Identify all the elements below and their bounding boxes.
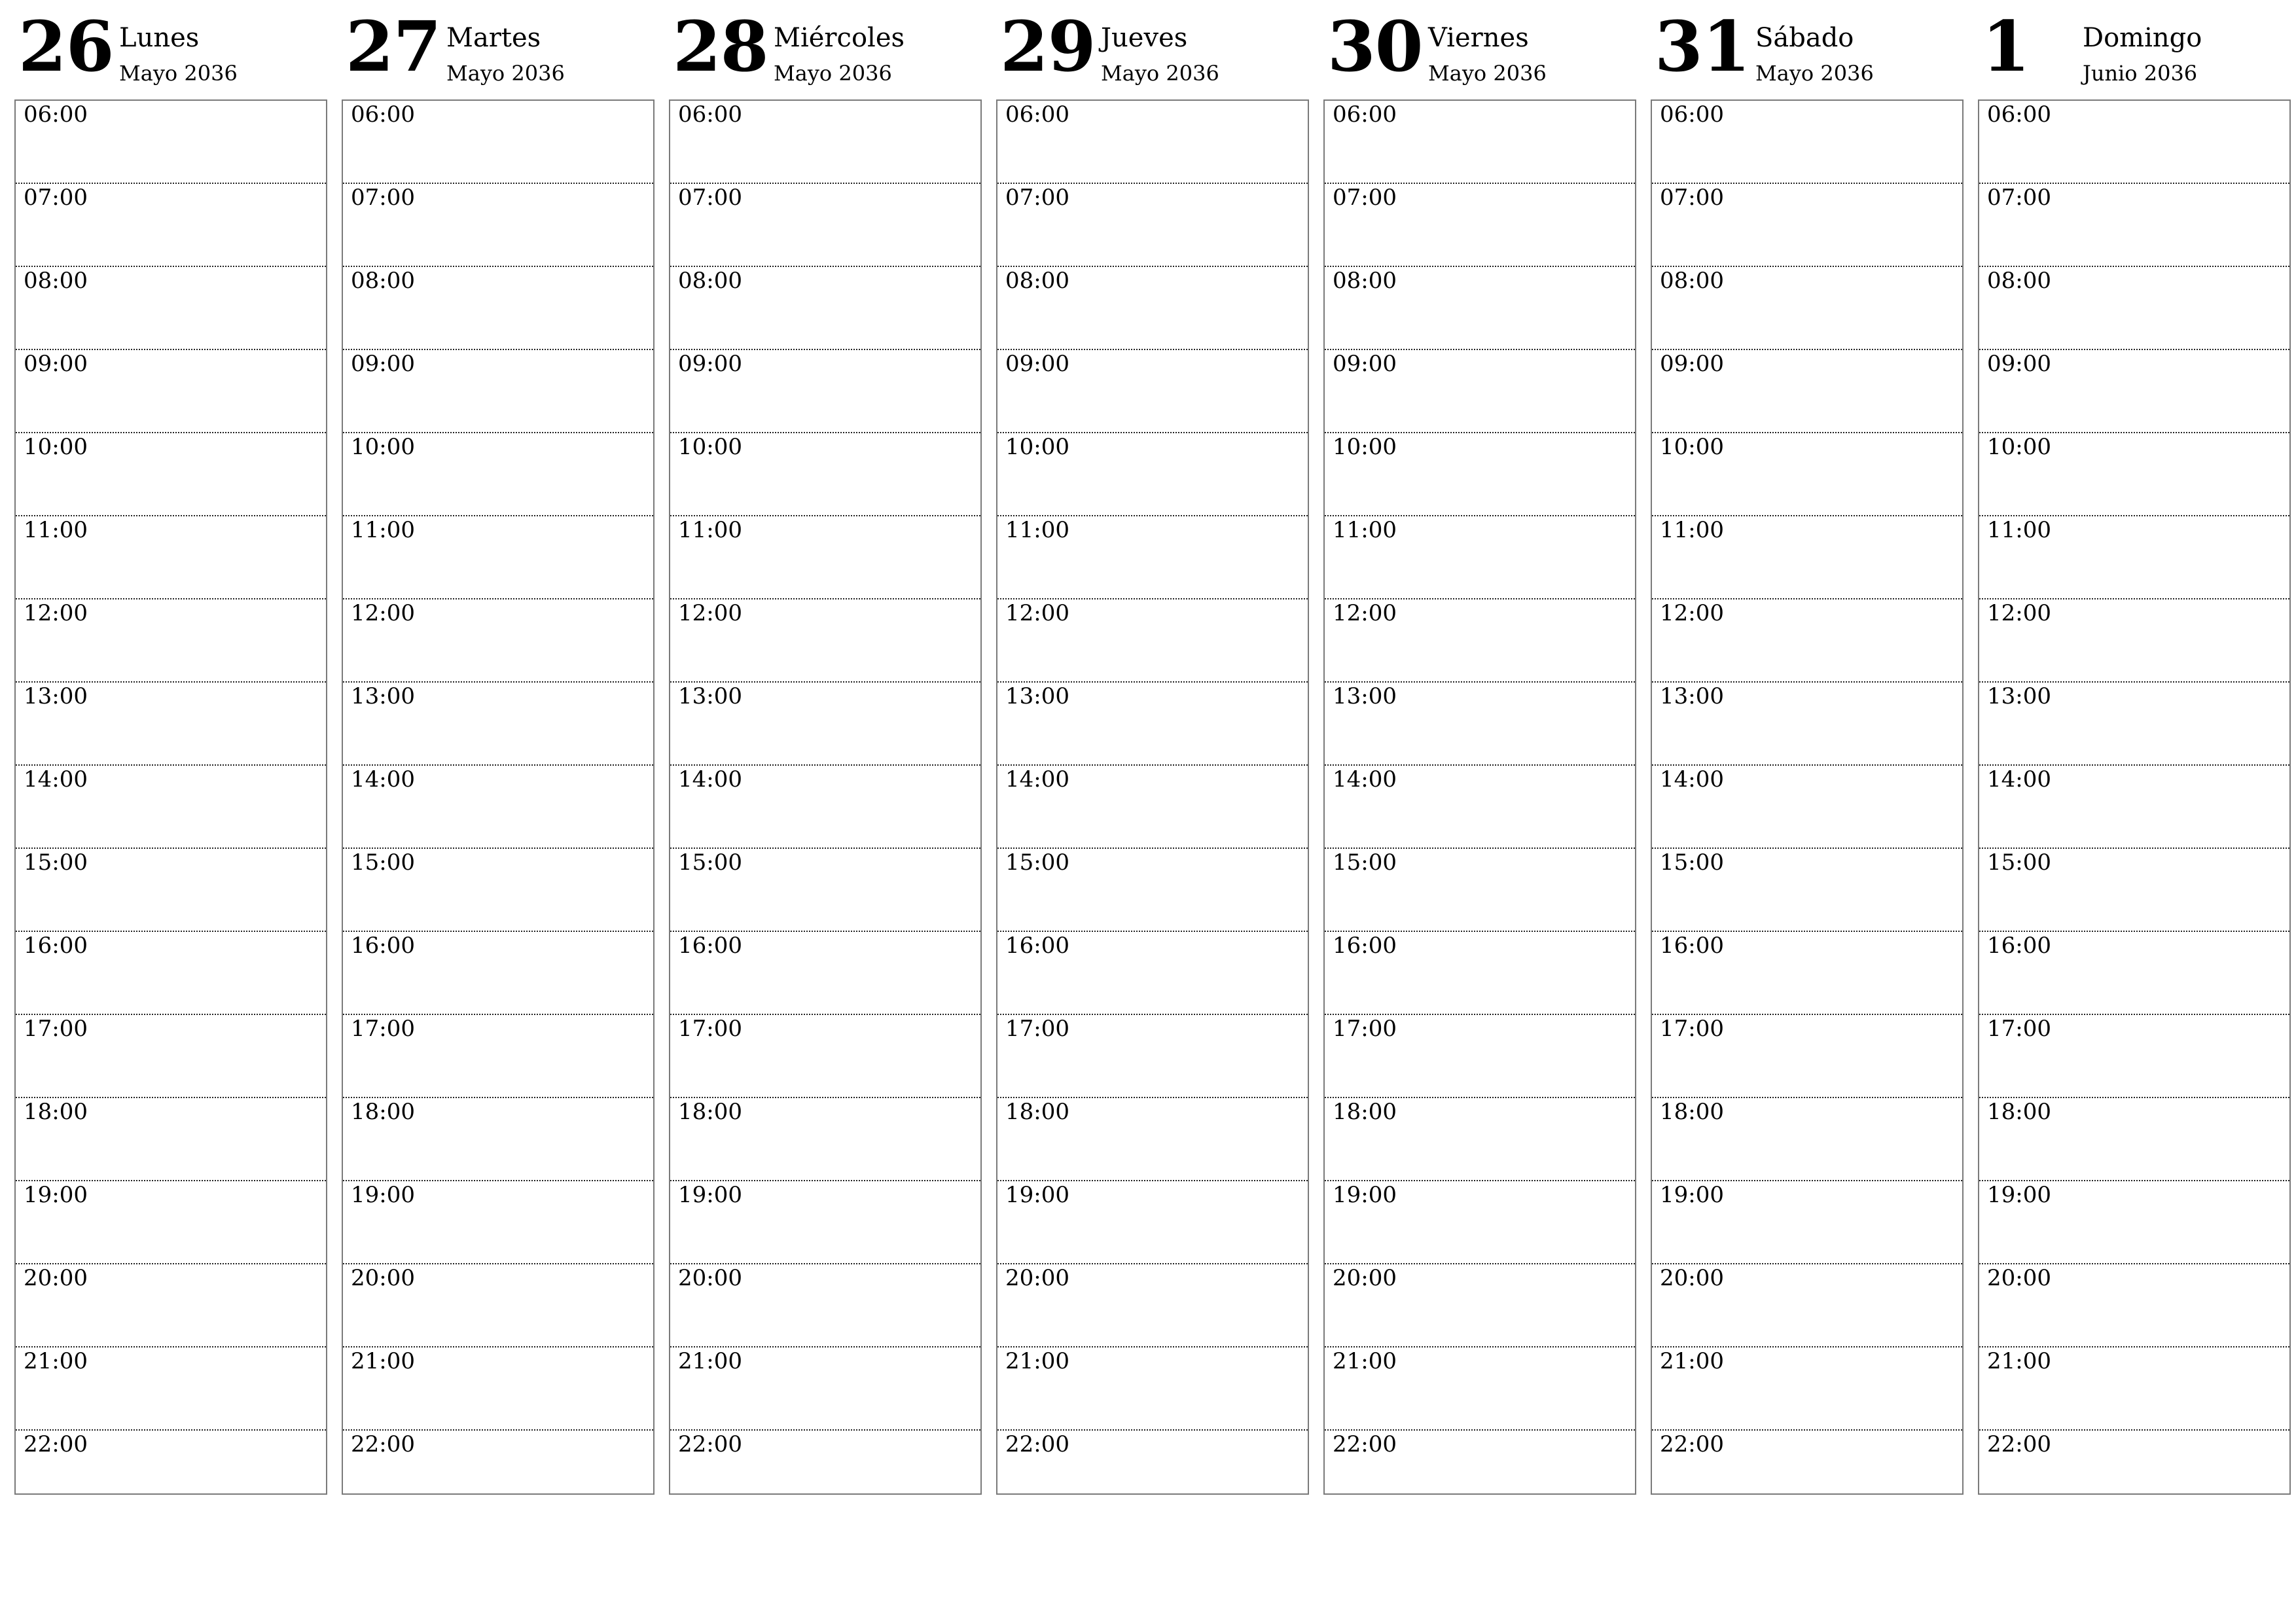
time-slot-label: 20:00 — [1987, 1265, 2051, 1291]
day-schedule-box — [669, 99, 982, 1495]
time-slot-label: 20:00 — [351, 1265, 415, 1291]
time-slot-label: 18:00 — [1333, 1099, 1397, 1125]
day-month: Mayo 2036 — [1755, 61, 1874, 86]
time-slot-label: 08:00 — [1333, 268, 1397, 294]
time-slot[interactable] — [16, 1181, 326, 1264]
time-slot-label: 08:00 — [678, 268, 742, 294]
time-slot[interactable] — [16, 599, 326, 683]
day-column — [14, 0, 327, 1495]
time-slot[interactable] — [16, 932, 326, 1015]
time-slot[interactable] — [997, 433, 1308, 516]
time-slot-label: 15:00 — [1333, 849, 1397, 876]
time-slot-label: 20:00 — [678, 1265, 742, 1291]
time-slot[interactable] — [1325, 1347, 1635, 1431]
time-slot[interactable] — [670, 101, 980, 184]
time-slot[interactable] — [1325, 267, 1635, 350]
time-slot[interactable] — [1325, 350, 1635, 433]
time-slot-label: 17:00 — [678, 1016, 742, 1042]
time-slot-label: 14:00 — [351, 766, 415, 793]
time-slot-label: 20:00 — [1005, 1265, 1069, 1291]
time-slot[interactable] — [1652, 184, 1962, 267]
time-slot-label: 15:00 — [678, 849, 742, 876]
time-slot-label: 16:00 — [678, 933, 742, 959]
time-slot[interactable] — [343, 433, 653, 516]
time-slot-label: 16:00 — [1333, 933, 1397, 959]
time-slot-label: 10:00 — [24, 434, 88, 460]
day-month: Mayo 2036 — [1428, 61, 1547, 86]
time-slot-label: 11:00 — [24, 517, 88, 543]
day-number: 1 — [1982, 5, 2030, 87]
time-slot-label: 07:00 — [1005, 185, 1069, 211]
time-slot[interactable] — [1979, 1264, 2289, 1347]
time-slot-label: 20:00 — [24, 1265, 88, 1291]
time-slot-label: 22:00 — [1333, 1431, 1397, 1457]
time-slot[interactable] — [1652, 267, 1962, 350]
time-slot-label: 07:00 — [1660, 185, 1724, 211]
time-slot[interactable] — [670, 184, 980, 267]
time-slot-label: 09:00 — [1660, 351, 1724, 377]
time-slot-label: 07:00 — [1333, 185, 1397, 211]
time-slot[interactable] — [670, 1181, 980, 1264]
time-slot-label: 06:00 — [1005, 101, 1069, 128]
time-slot-label: 15:00 — [1660, 849, 1724, 876]
time-slot[interactable] — [1979, 766, 2289, 849]
time-slot-label: 12:00 — [1005, 600, 1069, 626]
time-slot-label: 19:00 — [1660, 1182, 1724, 1208]
time-slot-label: 07:00 — [678, 185, 742, 211]
time-slot-label: 10:00 — [1660, 434, 1724, 460]
time-slot[interactable] — [1979, 267, 2289, 350]
time-slot-label: 22:00 — [24, 1431, 88, 1457]
time-slot[interactable] — [1979, 1431, 2289, 1495]
time-slot-label: 18:00 — [678, 1099, 742, 1125]
day-column — [996, 0, 1309, 1495]
time-slot[interactable] — [670, 1431, 980, 1495]
time-slot-label: 13:00 — [351, 683, 415, 709]
time-slot[interactable] — [1652, 516, 1962, 599]
time-slot[interactable] — [1652, 1181, 1962, 1264]
time-slot-label: 10:00 — [1987, 434, 2051, 460]
time-slot-label: 08:00 — [1660, 268, 1724, 294]
day-schedule-box — [1978, 99, 2291, 1495]
time-slot-label: 19:00 — [24, 1182, 88, 1208]
time-slot[interactable] — [670, 932, 980, 1015]
time-slot[interactable] — [670, 1347, 980, 1431]
time-slot-label: 09:00 — [678, 351, 742, 377]
day-schedule-box — [14, 99, 327, 1495]
time-slot[interactable] — [16, 350, 326, 433]
time-slot-label: 14:00 — [24, 766, 88, 793]
time-slot[interactable] — [1652, 350, 1962, 433]
day-month: Mayo 2036 — [1101, 61, 1219, 86]
time-slot-label: 11:00 — [1987, 517, 2051, 543]
day-header — [1978, 0, 2291, 99]
day-month: Junio 2036 — [2083, 61, 2198, 86]
day-column — [342, 0, 655, 1495]
time-slot-label: 21:00 — [1660, 1348, 1724, 1374]
time-slot-label: 07:00 — [1987, 185, 2051, 211]
time-slot-label: 12:00 — [1987, 600, 2051, 626]
time-slot-label: 19:00 — [1005, 1182, 1069, 1208]
time-slot-label: 13:00 — [678, 683, 742, 709]
time-slot[interactable] — [1979, 516, 2289, 599]
time-slot-label: 14:00 — [1333, 766, 1397, 793]
time-slot[interactable] — [1652, 1015, 1962, 1098]
time-slot[interactable] — [1325, 184, 1635, 267]
time-slot[interactable] — [16, 184, 326, 267]
time-slot[interactable] — [997, 1098, 1308, 1181]
day-column — [1978, 0, 2291, 1495]
day-schedule-box — [996, 99, 1309, 1495]
time-slot-label: 09:00 — [1005, 351, 1069, 377]
time-slot-label: 19:00 — [351, 1182, 415, 1208]
time-slot-label: 17:00 — [1660, 1016, 1724, 1042]
day-number: 30 — [1327, 5, 1423, 87]
time-slot[interactable] — [997, 849, 1308, 932]
time-slot-label: 11:00 — [1660, 517, 1724, 543]
time-slot[interactable] — [1979, 599, 2289, 683]
time-slot[interactable] — [343, 932, 653, 1015]
day-month: Mayo 2036 — [446, 61, 565, 86]
time-slot[interactable] — [1325, 1181, 1635, 1264]
time-slot-label: 21:00 — [678, 1348, 742, 1374]
day-name: Miércoles — [774, 23, 905, 53]
time-slot[interactable] — [1652, 1264, 1962, 1347]
time-slot[interactable] — [1979, 350, 2289, 433]
time-slot-label: 20:00 — [1333, 1265, 1397, 1291]
time-slot[interactable] — [997, 599, 1308, 683]
time-slot[interactable] — [1652, 599, 1962, 683]
time-slot[interactable] — [1325, 932, 1635, 1015]
time-slot[interactable] — [997, 1431, 1308, 1495]
time-slot-label: 06:00 — [1333, 101, 1397, 128]
time-slot[interactable] — [1979, 1181, 2289, 1264]
time-slot-label: 08:00 — [1987, 268, 2051, 294]
time-slot[interactable] — [343, 1181, 653, 1264]
day-name: Sábado — [1755, 23, 1854, 53]
time-slot-label: 12:00 — [351, 600, 415, 626]
time-slot[interactable] — [997, 101, 1308, 184]
time-slot[interactable] — [343, 516, 653, 599]
time-slot[interactable] — [16, 1431, 326, 1495]
time-slot-label: 10:00 — [1333, 434, 1397, 460]
time-slot-label: 22:00 — [351, 1431, 415, 1457]
day-column — [1651, 0, 1964, 1495]
day-schedule-box — [1651, 99, 1964, 1495]
day-name: Viernes — [1428, 23, 1529, 53]
time-slot[interactable] — [16, 101, 326, 184]
time-slot-label: 12:00 — [1333, 600, 1397, 626]
time-slot-label: 22:00 — [1005, 1431, 1069, 1457]
time-slot[interactable] — [343, 599, 653, 683]
time-slot[interactable] — [343, 1264, 653, 1347]
time-slot[interactable] — [16, 1015, 326, 1098]
day-month: Mayo 2036 — [119, 61, 238, 86]
time-slot-label: 06:00 — [24, 101, 88, 128]
time-slot[interactable] — [343, 1347, 653, 1431]
time-slot-label: 06:00 — [351, 101, 415, 128]
time-slot-label: 18:00 — [1987, 1099, 2051, 1125]
time-slot[interactable] — [1979, 1347, 2289, 1431]
time-slot[interactable] — [16, 1264, 326, 1347]
time-slot-label: 16:00 — [351, 933, 415, 959]
time-slot[interactable] — [343, 1098, 653, 1181]
time-slot[interactable] — [1325, 849, 1635, 932]
time-slot[interactable] — [1325, 1015, 1635, 1098]
time-slot-label: 06:00 — [1987, 101, 2051, 128]
time-slot[interactable] — [343, 350, 653, 433]
time-slot-label: 21:00 — [1005, 1348, 1069, 1374]
time-slot[interactable] — [670, 516, 980, 599]
time-slot-label: 11:00 — [1333, 517, 1397, 543]
time-slot[interactable] — [1979, 683, 2289, 766]
time-slot-label: 18:00 — [24, 1099, 88, 1125]
time-slot-label: 19:00 — [1333, 1182, 1397, 1208]
time-slot-label: 21:00 — [1987, 1348, 2051, 1374]
time-slot-label: 15:00 — [1005, 849, 1069, 876]
day-number: 28 — [673, 5, 768, 87]
time-slot-label: 19:00 — [1987, 1182, 2051, 1208]
time-slot[interactable] — [1652, 849, 1962, 932]
time-slot-label: 09:00 — [24, 351, 88, 377]
time-slot[interactable] — [343, 683, 653, 766]
time-slot-label: 22:00 — [1987, 1431, 2051, 1457]
day-header — [342, 0, 655, 99]
day-number: 26 — [18, 5, 114, 87]
time-slot[interactable] — [16, 766, 326, 849]
time-slot[interactable] — [16, 1098, 326, 1181]
time-slot-label: 11:00 — [678, 517, 742, 543]
time-slot[interactable] — [1325, 766, 1635, 849]
time-slot-label: 12:00 — [1660, 600, 1724, 626]
time-slot-label: 14:00 — [1660, 766, 1724, 793]
time-slot[interactable] — [1979, 433, 2289, 516]
time-slot[interactable] — [1652, 1347, 1962, 1431]
time-slot[interactable] — [997, 766, 1308, 849]
time-slot-label: 13:00 — [1005, 683, 1069, 709]
time-slot[interactable] — [16, 683, 326, 766]
time-slot[interactable] — [1979, 184, 2289, 267]
time-slot[interactable] — [1652, 1098, 1962, 1181]
day-name: Lunes — [119, 23, 200, 53]
time-slot[interactable] — [1979, 1098, 2289, 1181]
time-slot[interactable] — [997, 932, 1308, 1015]
day-number: 29 — [1000, 5, 1096, 87]
day-header — [996, 0, 1309, 99]
time-slot-label: 10:00 — [351, 434, 415, 460]
time-slot-label: 18:00 — [1005, 1099, 1069, 1125]
time-slot[interactable] — [343, 1431, 653, 1495]
time-slot[interactable] — [1652, 932, 1962, 1015]
time-slot-label: 17:00 — [1005, 1016, 1069, 1042]
time-slot[interactable] — [1979, 849, 2289, 932]
time-slot[interactable] — [343, 184, 653, 267]
time-slot-label: 15:00 — [1987, 849, 2051, 876]
time-slot[interactable] — [997, 1015, 1308, 1098]
time-slot-label: 11:00 — [1005, 517, 1069, 543]
day-name: Domingo — [2083, 23, 2202, 53]
time-slot[interactable] — [670, 766, 980, 849]
time-slot-label: 21:00 — [1333, 1348, 1397, 1374]
time-slot-label: 17:00 — [1333, 1016, 1397, 1042]
time-slot[interactable] — [16, 849, 326, 932]
time-slot-label: 22:00 — [678, 1431, 742, 1457]
time-slot-label: 10:00 — [678, 434, 742, 460]
time-slot[interactable] — [1325, 1264, 1635, 1347]
day-column — [1323, 0, 1636, 1495]
time-slot[interactable] — [997, 683, 1308, 766]
day-column — [669, 0, 982, 1495]
time-slot-label: 12:00 — [678, 600, 742, 626]
time-slot-label: 08:00 — [24, 268, 88, 294]
day-number: 27 — [346, 5, 441, 87]
time-slot[interactable] — [1652, 683, 1962, 766]
day-header — [1651, 0, 1964, 99]
time-slot[interactable] — [670, 599, 980, 683]
time-slot[interactable] — [670, 1264, 980, 1347]
time-slot[interactable] — [1325, 433, 1635, 516]
time-slot-label: 09:00 — [1987, 351, 2051, 377]
day-header — [669, 0, 982, 99]
day-header — [1323, 0, 1636, 99]
time-slot[interactable] — [1652, 433, 1962, 516]
time-slot-label: 22:00 — [1660, 1431, 1724, 1457]
day-month: Mayo 2036 — [774, 61, 892, 86]
time-slot-label: 11:00 — [351, 517, 415, 543]
time-slot[interactable] — [670, 350, 980, 433]
time-slot-label: 09:00 — [1333, 351, 1397, 377]
time-slot[interactable] — [670, 849, 980, 932]
time-slot-label: 09:00 — [351, 351, 415, 377]
time-slot[interactable] — [997, 184, 1308, 267]
time-slot-label: 12:00 — [24, 600, 88, 626]
time-slot[interactable] — [343, 849, 653, 932]
day-name: Martes — [446, 23, 541, 53]
time-slot[interactable] — [1325, 1098, 1635, 1181]
time-slot-label: 18:00 — [1660, 1099, 1724, 1125]
time-slot[interactable] — [1325, 1431, 1635, 1495]
weekly-planner — [14, 0, 2291, 1495]
time-slot-label: 08:00 — [351, 268, 415, 294]
time-slot[interactable] — [997, 267, 1308, 350]
time-slot-label: 10:00 — [1005, 434, 1069, 460]
time-slot-label: 07:00 — [24, 185, 88, 211]
time-slot[interactable] — [1325, 101, 1635, 184]
time-slot[interactable] — [343, 766, 653, 849]
day-number: 31 — [1655, 5, 1750, 87]
time-slot-label: 17:00 — [1987, 1016, 2051, 1042]
time-slot-label: 07:00 — [351, 185, 415, 211]
time-slot-label: 13:00 — [24, 683, 88, 709]
time-slot[interactable] — [343, 101, 653, 184]
time-slot[interactable] — [1325, 683, 1635, 766]
time-slot-label: 13:00 — [1987, 683, 2051, 709]
day-schedule-box — [1323, 99, 1636, 1495]
time-slot-label: 20:00 — [1660, 1265, 1724, 1291]
time-slot-label: 16:00 — [1005, 933, 1069, 959]
time-slot-label: 18:00 — [351, 1099, 415, 1125]
time-slot[interactable] — [670, 267, 980, 350]
time-slot[interactable] — [16, 433, 326, 516]
time-slot[interactable] — [1325, 516, 1635, 599]
time-slot-label: 14:00 — [1987, 766, 2051, 793]
day-schedule-box — [342, 99, 655, 1495]
time-slot-label: 08:00 — [1005, 268, 1069, 294]
time-slot-label: 16:00 — [1987, 933, 2051, 959]
time-slot[interactable] — [997, 1264, 1308, 1347]
time-slot[interactable] — [670, 433, 980, 516]
time-slot[interactable] — [16, 267, 326, 350]
time-slot[interactable] — [1652, 1431, 1962, 1495]
time-slot[interactable] — [1979, 932, 2289, 1015]
time-slot[interactable] — [1325, 599, 1635, 683]
time-slot[interactable] — [1652, 766, 1962, 849]
time-slot-label: 15:00 — [24, 849, 88, 876]
time-slot-label: 13:00 — [1660, 683, 1724, 709]
time-slot[interactable] — [670, 1098, 980, 1181]
time-slot-label: 14:00 — [1005, 766, 1069, 793]
time-slot-label: 21:00 — [351, 1348, 415, 1374]
time-slot[interactable] — [1979, 1015, 2289, 1098]
time-slot-label: 21:00 — [24, 1348, 88, 1374]
time-slot[interactable] — [997, 516, 1308, 599]
time-slot[interactable] — [1652, 101, 1962, 184]
day-name: Jueves — [1101, 23, 1188, 53]
time-slot[interactable] — [343, 1015, 653, 1098]
time-slot-label: 17:00 — [24, 1016, 88, 1042]
time-slot-label: 15:00 — [351, 849, 415, 876]
time-slot-label: 13:00 — [1333, 683, 1397, 709]
time-slot[interactable] — [16, 516, 326, 599]
time-slot-label: 06:00 — [678, 101, 742, 128]
time-slot[interactable] — [343, 267, 653, 350]
time-slot[interactable] — [997, 1347, 1308, 1431]
time-slot-label: 16:00 — [24, 933, 88, 959]
time-slot-label: 14:00 — [678, 766, 742, 793]
time-slot-label: 17:00 — [351, 1016, 415, 1042]
time-slot[interactable] — [670, 1015, 980, 1098]
time-slot-label: 16:00 — [1660, 933, 1724, 959]
time-slot[interactable] — [1979, 101, 2289, 184]
time-slot[interactable] — [997, 350, 1308, 433]
time-slot-label: 19:00 — [678, 1182, 742, 1208]
time-slot[interactable] — [670, 683, 980, 766]
time-slot-label: 06:00 — [1660, 101, 1724, 128]
time-slot[interactable] — [16, 1347, 326, 1431]
time-slot[interactable] — [997, 1181, 1308, 1264]
day-header — [14, 0, 327, 99]
